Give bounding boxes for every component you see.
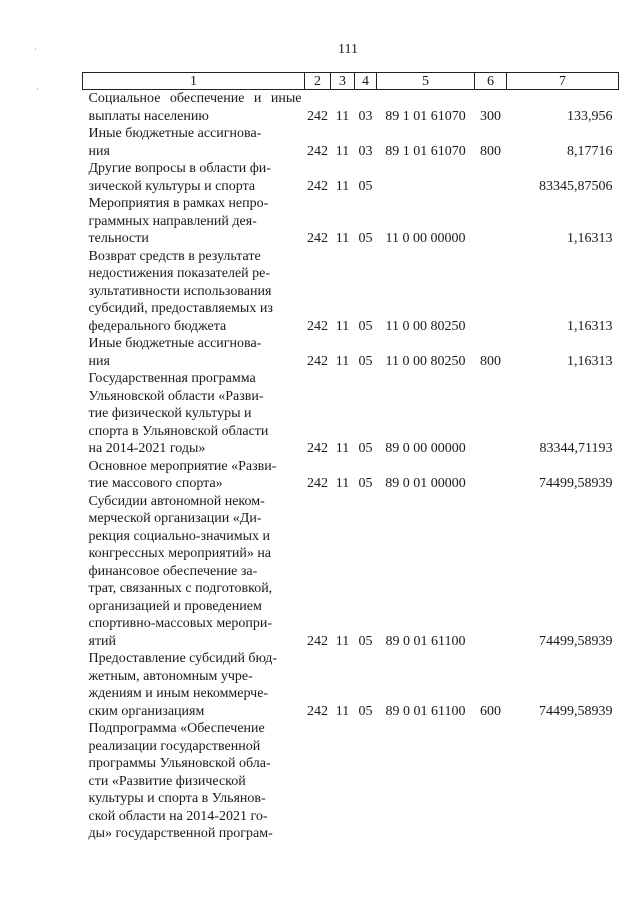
column-header: 7 — [507, 73, 619, 90]
target-article-cell: 89 1 01 61070 — [385, 143, 466, 159]
subsection-code-cell: 05 — [358, 178, 373, 194]
amount-cell: 1,16313 — [567, 318, 613, 334]
column-header: 4 — [355, 73, 377, 90]
expense-type-cell — [475, 195, 507, 248]
section-code-cell: 11 — [335, 143, 350, 159]
table-row — [83, 90, 619, 126]
row-name-cell: Иные бюджетные ассигнова- ния — [88, 336, 262, 369]
ministry-code-cell: 242 — [307, 108, 328, 124]
ministry-code-cell: 242 — [307, 441, 328, 456]
row-name-cell: Субсидии автономной неком- мерческой организации «Ди- рекция социально-значимых и конгрессных мероприятий» на финансовое обеспечение за- трат, связанных с подготовкой, организацией и проведением спортивно-массовых меропри- ятий — [88, 493, 273, 649]
table-row — [83, 458, 619, 493]
row-name-cell: Основное мероприятие «Разви- тие массового спорта» — [88, 458, 277, 491]
expense-type-cell — [475, 160, 507, 195]
column-header: 6 — [475, 73, 507, 90]
subsection-code-cell: 05 — [358, 318, 373, 334]
column-header: 5 — [377, 73, 475, 90]
target-article-cell: 11 0 00 80250 — [385, 318, 466, 334]
expense-type-cell — [475, 720, 507, 843]
expense-type-cell — [475, 370, 507, 458]
amount-cell — [507, 720, 619, 843]
expense-type-cell: 800 — [480, 143, 501, 159]
section-code-cell: 11 — [335, 703, 350, 719]
subsection-code-cell: 05 — [358, 633, 373, 649]
target-article-cell: 89 0 00 00000 — [385, 441, 466, 456]
expense-type-cell: 800 — [480, 353, 501, 369]
section-code-cell: 11 — [335, 318, 350, 334]
subsection-code-cell: 03 — [358, 108, 373, 124]
ministry-code-cell: 242 — [307, 703, 328, 719]
amount-cell: 8,17716 — [567, 143, 613, 159]
table-row — [83, 160, 619, 195]
ministry-code-cell: 242 — [307, 353, 328, 369]
table-header-row — [83, 73, 619, 90]
subsection-code-cell: 05 — [358, 476, 373, 491]
section-code-cell: 11 — [335, 231, 350, 246]
page-number: 111 — [338, 42, 358, 57]
table-row — [83, 650, 619, 720]
subsection-code-cell: 05 — [358, 353, 373, 369]
row-name-cell: Иные бюджетные ассигнова- ния — [88, 126, 262, 159]
row-name-cell: Предоставление субсидий бюд- жетным, автономным учре- ждениям и иным некоммерче- ским организациям — [88, 651, 278, 719]
row-name-cell: Социальное обеспечение и иные выплаты населению — [88, 91, 302, 124]
row-name-cell: Подпрограмма «Обеспечение реализации государственной программы Ульяновской обла- сти «Развитие физической культуры и спорта в Ульянов- ской области на 2014-2021 го- ды» государственной програм- — [88, 721, 273, 841]
amount-cell: 83344,71193 — [539, 441, 613, 456]
amount-cell: 1,16313 — [567, 231, 613, 246]
section-code-cell: 11 — [335, 353, 350, 369]
table-row — [83, 370, 619, 458]
table-row — [83, 720, 619, 843]
row-name-cell: Мероприятия в рамках непро- граммных направлений дея- тельности — [88, 196, 269, 246]
subsection-code-cell: 05 — [358, 703, 373, 719]
target-article-cell: 11 0 00 00000 — [385, 231, 466, 246]
amount-cell: 83345,87506 — [539, 178, 613, 194]
section-code-cell: 11 — [335, 178, 350, 194]
subsection-code-cell: 05 — [358, 231, 373, 246]
amount-cell: 1,16313 — [567, 353, 613, 369]
subsection-code-cell: 05 — [358, 441, 373, 456]
subsection-code-cell: 03 — [358, 143, 373, 159]
ministry-code-cell: 242 — [307, 476, 328, 491]
ministry-code-cell: 242 — [307, 143, 328, 159]
column-header: 3 — [331, 73, 355, 90]
expense-type-cell: 300 — [480, 108, 501, 124]
expense-type-cell — [475, 248, 507, 336]
table-row — [83, 248, 619, 336]
expense-type-cell — [475, 458, 507, 493]
row-name-cell: Государственная программа Ульяновской области «Разви- тие физической культуры и спорта в Ульяновской области на 2014-2021 годы» — [88, 371, 269, 456]
amount-cell: 74499,58939 — [539, 633, 613, 649]
ministry-code-cell — [305, 720, 331, 843]
ministry-code-cell: 242 — [307, 318, 328, 334]
column-header: 1 — [83, 73, 305, 90]
section-code-cell — [331, 720, 355, 843]
table-row — [83, 195, 619, 248]
target-article-cell — [377, 720, 475, 843]
amount-cell: 74499,58939 — [539, 703, 613, 719]
table-row — [83, 125, 619, 160]
amount-cell: 133,956 — [567, 108, 613, 124]
ministry-code-cell: 242 — [307, 633, 328, 649]
scan-mark: · — [36, 84, 39, 94]
column-header: 2 — [305, 73, 331, 90]
subsection-code-cell — [355, 720, 377, 843]
section-code-cell: 11 — [335, 633, 350, 649]
target-article-cell: 89 0 01 61100 — [385, 703, 466, 719]
target-article-cell: 89 1 01 61070 — [385, 108, 466, 124]
section-code-cell: 11 — [335, 476, 350, 491]
table-row — [83, 493, 619, 651]
table-row — [83, 335, 619, 370]
budget-table — [82, 72, 619, 843]
expense-type-cell — [475, 493, 507, 651]
section-code-cell: 11 — [335, 441, 350, 456]
target-article-cell: 89 0 01 61100 — [385, 633, 466, 649]
amount-cell: 74499,58939 — [539, 476, 613, 491]
target-article-cell — [377, 160, 475, 195]
target-article-cell: 89 0 01 00000 — [385, 476, 466, 491]
target-article-cell: 11 0 00 80250 — [385, 353, 466, 369]
ministry-code-cell: 242 — [307, 231, 328, 246]
scan-mark: · — [34, 44, 37, 54]
expense-type-cell: 600 — [480, 703, 501, 719]
section-code-cell: 11 — [335, 108, 350, 124]
ministry-code-cell: 242 — [307, 178, 328, 194]
row-name-cell: Другие вопросы в области фи- зической культуры и спорта — [88, 161, 271, 194]
row-name-cell: Возврат средств в результате недостижения показателей ре- зультативности использования субсидий, предоставляемых из федерального бюджета — [88, 248, 273, 334]
